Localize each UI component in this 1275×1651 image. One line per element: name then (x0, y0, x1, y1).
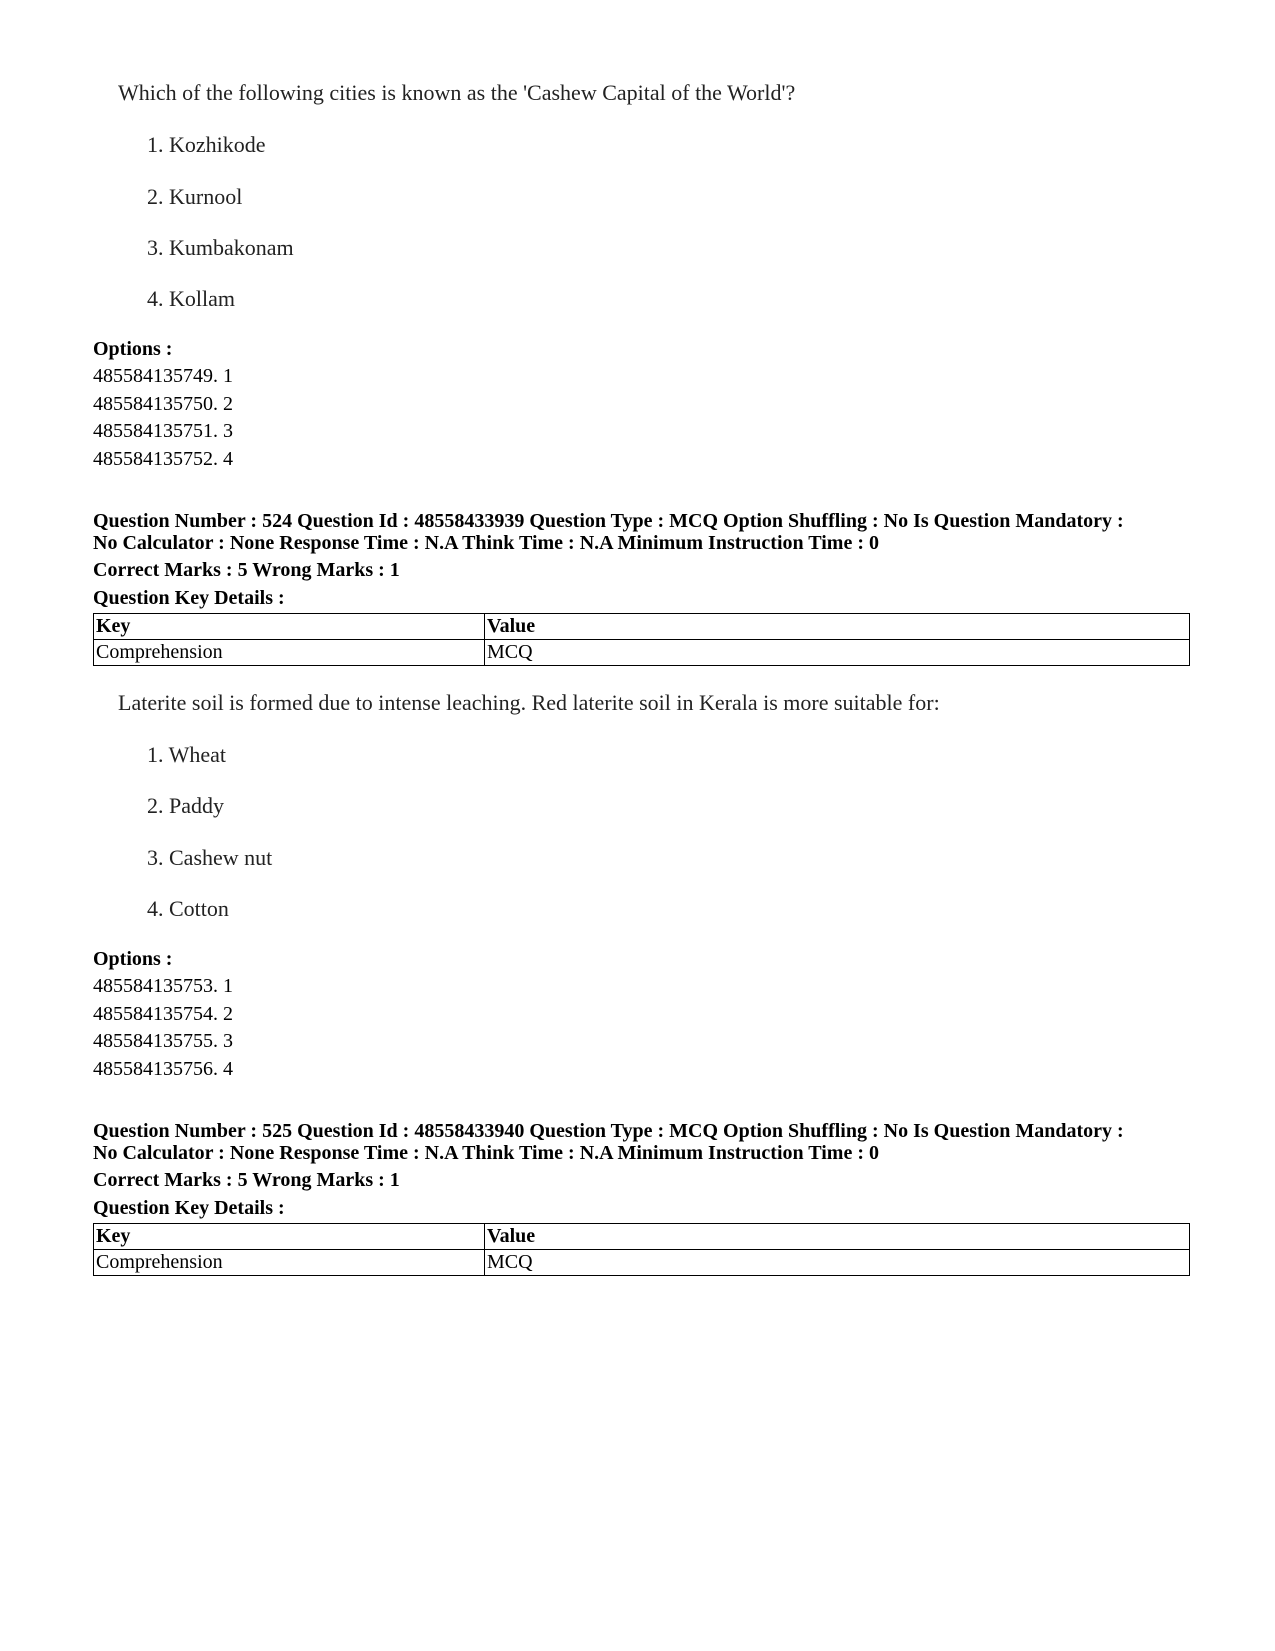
choice-item: 1. Wheat (147, 742, 227, 767)
option-id-line: 485584135749. 1 (93, 365, 233, 387)
choice-item: 4. Kollam (147, 286, 235, 311)
option-id-line: 485584135755. 3 (93, 1030, 233, 1052)
option-id-line: 485584135750. 2 (93, 393, 233, 415)
question-meta-line: Question Number : 525 Question Id : 48558433940 Question Type : MCQ Option Shuffling : No Is Question Mandatory : (93, 1120, 1124, 1142)
choice-item: 3. Kumbakonam (147, 235, 294, 260)
table-header-cell: Value (485, 614, 1190, 640)
table-row (94, 640, 1190, 666)
choice-item: 2. Kurnool (147, 184, 243, 209)
choice-item: 3. Cashew nut (147, 845, 273, 870)
table-header-cell: Key (94, 1224, 485, 1250)
marks-line: Correct Marks : 5 Wrong Marks : 1 (93, 1169, 400, 1191)
table-header-cell: Value (485, 1224, 1190, 1250)
key-details-heading: Question Key Details : (93, 1197, 285, 1219)
table-cell: MCQ (485, 640, 1190, 666)
question-text: Which of the following cities is known as the 'Cashew Capital of the World'? (118, 80, 796, 105)
choice-item: 1. Kozhikode (147, 132, 266, 157)
table-cell: MCQ (485, 1250, 1190, 1276)
question-meta-line: No Calculator : None Response Time : N.A Think Time : N.A Minimum Instruction Time : 0 (93, 1142, 879, 1164)
option-id-line: 485584135752. 4 (93, 448, 233, 470)
key-details-table (93, 1223, 1190, 1276)
table-cell: Comprehension (94, 1250, 485, 1276)
choice-item: 4. Cotton (147, 896, 229, 921)
option-id-line: 485584135754. 2 (93, 1003, 233, 1025)
key-details-table (93, 613, 1190, 666)
option-id-line: 485584135756. 4 (93, 1058, 233, 1080)
choice-item: 2. Paddy (147, 793, 224, 818)
table-header-cell: Key (94, 614, 485, 640)
question-meta-line: Question Number : 524 Question Id : 48558433939 Question Type : MCQ Option Shuffling : No Is Question Mandatory : (93, 510, 1124, 532)
table-header-row (94, 1224, 1190, 1250)
marks-line: Correct Marks : 5 Wrong Marks : 1 (93, 559, 400, 581)
options-heading: Options : (93, 948, 173, 970)
question-meta-line: No Calculator : None Response Time : N.A Think Time : N.A Minimum Instruction Time : 0 (93, 532, 879, 554)
question-text: Laterite soil is formed due to intense leaching. Red laterite soil in Kerala is more suitable for: (118, 690, 940, 715)
option-id-line: 485584135753. 1 (93, 975, 233, 997)
table-header-row (94, 614, 1190, 640)
table-cell: Comprehension (94, 640, 485, 666)
table-row (94, 1250, 1190, 1276)
key-details-heading: Question Key Details : (93, 587, 285, 609)
options-heading: Options : (93, 338, 173, 360)
option-id-line: 485584135751. 3 (93, 420, 233, 442)
